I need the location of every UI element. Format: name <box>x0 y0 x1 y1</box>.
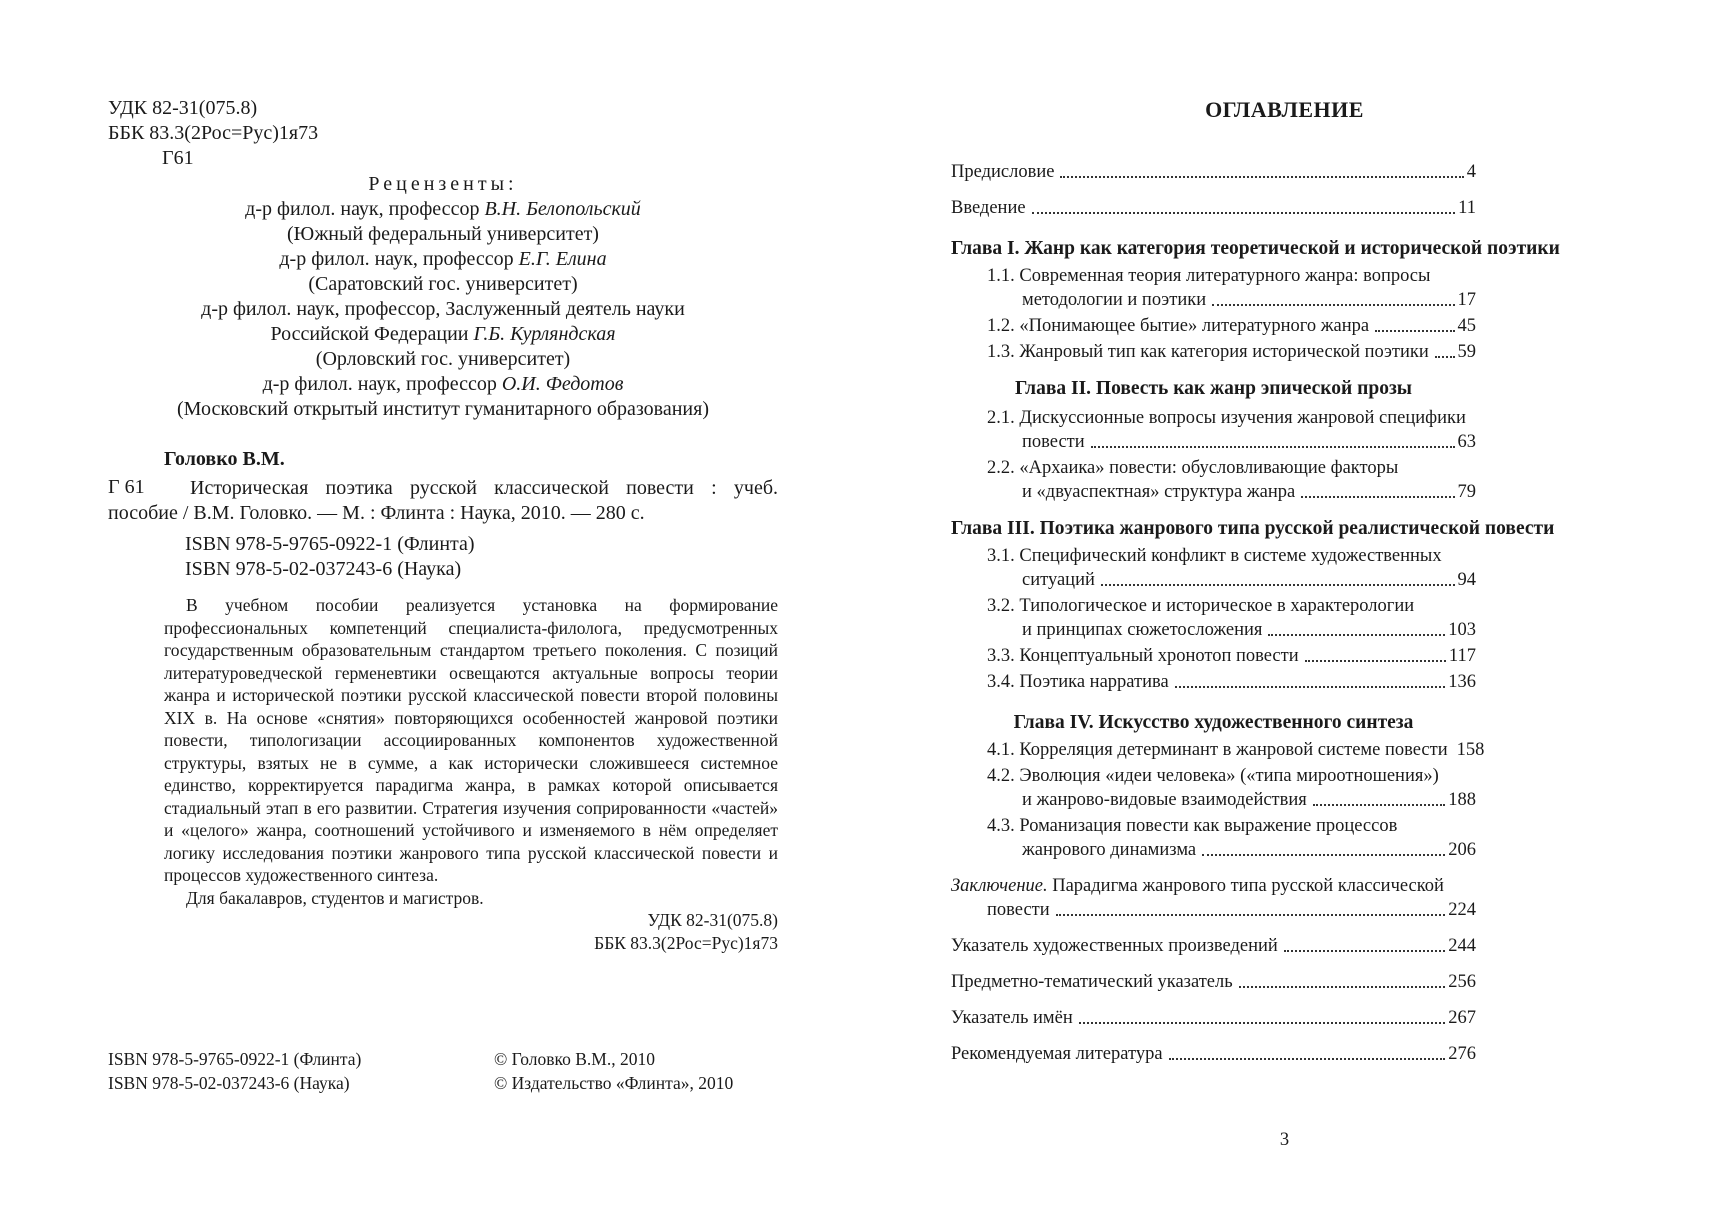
bibliographic-record: Историческая поэтика русской классической повести : учеб. пособие / В.М. Головко. — М. : Флинта : Наука, 2010. — 280 с. <box>108 477 778 524</box>
toc-entry-index-names[interactable]: Указатель имён 267 <box>951 1008 1476 1028</box>
reviewer-line: (Саратовский гос. университет) <box>308 273 578 295</box>
toc-entry-index-subjects[interactable]: Предметно-тематический указатель 256 <box>951 972 1476 992</box>
bbk-bottom: ББК 83.3(2Рос=Рус)1я73 <box>594 932 778 953</box>
chapter-2-title[interactable]: Глава II. Повесть как жанр эпической прозы <box>1014 378 1413 399</box>
reviewer-line: (Московский открытый институт гуманитарного образования) <box>177 398 709 420</box>
audience-note: Для бакалавров, студентов и магистров. <box>186 887 484 908</box>
isbn-line: ISBN 978-5-02-037243-6 (Наука) <box>185 558 462 580</box>
toc-title: ОГЛАВЛЕНИЕ <box>1205 97 1364 122</box>
right-page <box>856 0 1713 1211</box>
copyright-block <box>494 1048 733 1095</box>
reviewers-block <box>108 172 778 422</box>
chapter-3-title[interactable]: Глава III. Поэтика жанрового типа русской реалистической повести <box>951 518 1555 539</box>
reviewer-line: д-р филол. наук, профессор, Заслуженный деятель науки <box>201 298 685 320</box>
footer-isbn <box>108 1048 361 1095</box>
toc-entry-preface[interactable]: Предисловие 4 <box>951 162 1476 182</box>
toc-entry-1-3[interactable]: 1.3. Жанровый тип как категория исторической поэтики 59 <box>987 342 1476 362</box>
isbn-line: ISBN 978-5-02-037243-6 (Наука) <box>108 1072 350 1093</box>
reviewers-heading: Рецензенты: <box>368 173 518 195</box>
catalog-code: Г 61 <box>108 476 145 498</box>
classification-codes <box>108 96 318 171</box>
toc-entry-3-4[interactable]: 3.4. Поэтика нарратива 136 <box>987 672 1476 692</box>
toc-entry-1-2[interactable]: 1.2. «Понимающее бытие» литературного жанра 45 <box>987 316 1476 336</box>
toc-entry-literature[interactable]: Рекомендуемая литература 276 <box>951 1044 1476 1064</box>
toc-entry-4-1[interactable]: 4.1. Корреляция детерминант в жанровой системе повести 158 <box>987 740 1485 760</box>
copyright-line: © Издательство «Флинта», 2010 <box>494 1072 734 1093</box>
toc-entry-4-3[interactable]: 4.3. Романизация повести как выражение процессов жанрового динамизма 206 <box>987 816 1476 860</box>
reviewer-line: д-р филол. наук, профессор Е.Г. Елина <box>279 248 607 270</box>
chapter-1-title[interactable]: Глава I. Жанр как категория теоретической и исторической поэтики <box>951 238 1560 259</box>
toc-entry-4-2[interactable]: 4.2. Эволюция «идеи человека» («типа мироотношения») и жанрово-видовые взаимодействия 188 <box>987 766 1476 810</box>
reviewer-line: д-р филол. наук, профессор В.Н. Белопольский <box>245 198 641 220</box>
reviewer-line: д-р филол. наук, профессор О.И. Федотов <box>262 373 624 395</box>
toc-entry-2-1[interactable]: 2.1. Дискуссионные вопросы изучения жанровой специфики повести 63 <box>987 408 1476 452</box>
reviewer-line: (Орловский гос. университет) <box>315 348 571 370</box>
toc-entry-conclusion[interactable]: Заключение. Парадигма жанрового типа русской классической повести 224 <box>951 876 1476 920</box>
toc-entry-2-2[interactable]: 2.2. «Архаика» повести: обусловливающие факторы и «двуаспектная» структура жанра 79 <box>987 458 1476 502</box>
toc-entry-3-3[interactable]: 3.3. Концептуальный хронотоп повести 117 <box>987 646 1476 666</box>
table-of-contents <box>951 160 1560 1066</box>
author-mark: Г61 <box>162 147 194 169</box>
reviewer-line: (Южный федеральный университет) <box>287 223 599 245</box>
copyright-line: © Головко В.М., 2010 <box>494 1049 655 1069</box>
isbn-line: ISBN 978-5-9765-0922-1 (Флинта) <box>108 1049 362 1069</box>
udk-bottom: УДК 82-31(075.8) <box>647 910 778 930</box>
isbn-block <box>185 532 475 582</box>
bbk-code: ББК 83.3(2Рос=Рус)1я73 <box>108 122 319 144</box>
toc-entry-3-2[interactable]: 3.2. Типологическое и историческое в характерологии и принципах сюжетосложения 103 <box>987 596 1476 640</box>
toc-entry-introduction[interactable]: Введение 11 <box>951 198 1476 218</box>
abstract <box>164 594 778 954</box>
toc-entry-3-1[interactable]: 3.1. Специфический конфликт в системе художественных ситуаций 94 <box>987 546 1476 590</box>
page-number: 3 <box>1279 1130 1290 1150</box>
left-page <box>0 0 856 1211</box>
reviewer-line: Российской Федерации Г.Б. Курляндская <box>270 323 616 345</box>
chapter-4-title[interactable]: Глава IV. Искусство художественного синтеза <box>1013 712 1414 733</box>
abstract-text: В учебном пособии реализуется установка на формирование профессиональных компетенций специалиста-филолога, предусмотренных государственным образовательным стандартом третьего поколения. С позиций литературоведческой герменевтики освещаются актуальные вопросы теории жанра и исторической поэтики русской классической повести второй половины XIX в. На основе «снятия» повторяющихся особенностей жанровой поэтики повести, типологизации ассоциированных компонентов художественной структуры, взятых не в сумме, а как исторически сложившееся системное единство, корректируется парадигма жанра, в рамках которой описывается стадиальный этап в его развитии. Стратегия изучения сопрированности «частей» и «целого» жанра, соотношений устойчивого и изменяемого в нём определяет логику исследования поэтики жанрового типа русской классической повести и процессов художественного синтеза. <box>164 595 778 885</box>
toc-entry-1-1[interactable]: 1.1. Современная теория литературного жанра: вопросы методологии и поэтики 17 <box>987 266 1476 310</box>
udk-code: УДК 82-31(075.8) <box>108 97 258 119</box>
isbn-line: ISBN 978-5-9765-0922-1 (Флинта) <box>185 533 475 555</box>
toc-entry-index-works[interactable]: Указатель художественных произведений 244 <box>951 936 1476 956</box>
author-name: Головко В.М. <box>164 448 285 470</box>
